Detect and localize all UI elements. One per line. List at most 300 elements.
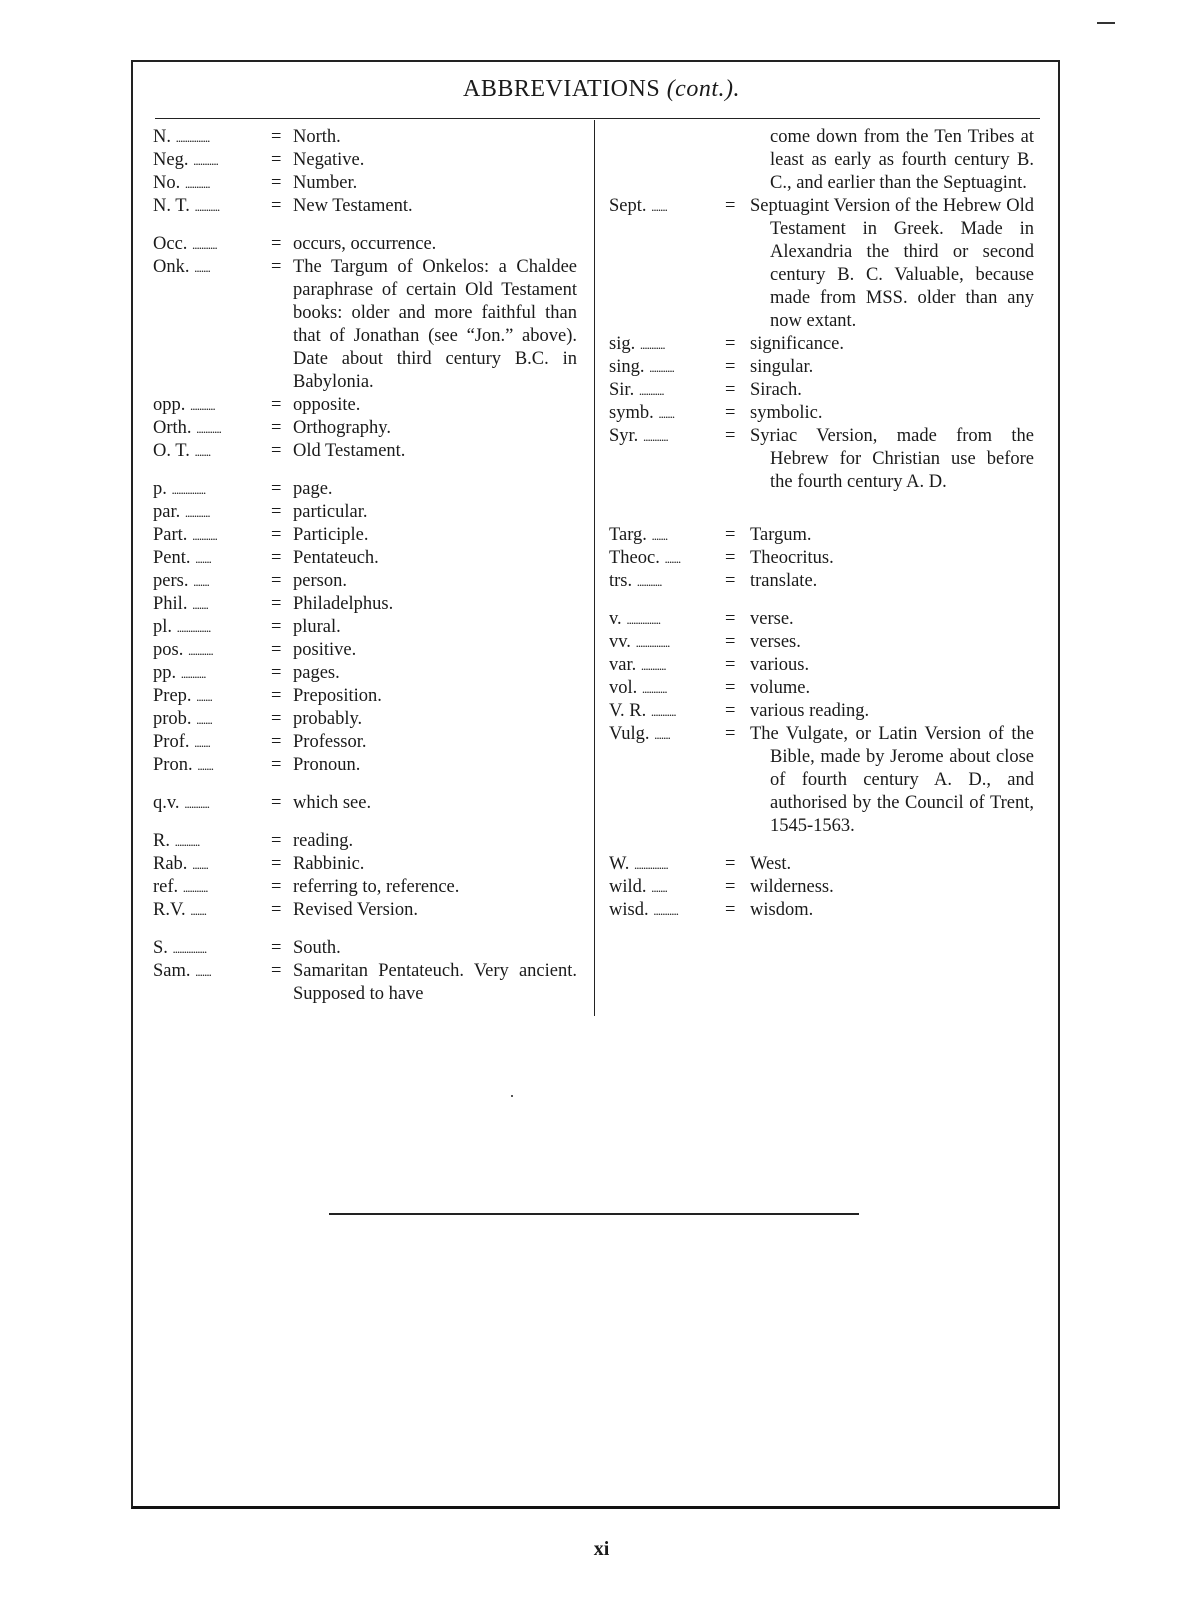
meaning: Sirach.: [750, 380, 802, 400]
equals-sign: =: [725, 571, 736, 591]
abbreviation-term: pp.: [153, 663, 177, 683]
abbreviation-term: sig.: [609, 334, 636, 354]
abbreviation-term: O. T.: [153, 441, 190, 461]
abbreviation-term: prob.: [153, 709, 192, 729]
leader-dots: .......: [194, 444, 211, 459]
abbreviation: [153, 195, 219, 218]
leader-dots: ...........: [639, 337, 665, 352]
abbreviation-term: Prep.: [153, 686, 192, 706]
leader-dots: ...........: [192, 237, 217, 252]
leader-dots: ...............: [635, 635, 670, 650]
entry-gap: [609, 509, 1034, 524]
abbreviation-entry: [609, 853, 1034, 876]
abbreviation: [609, 425, 668, 448]
meaning: probably.: [293, 709, 363, 729]
abbreviation: [153, 547, 211, 570]
leader-dots: ...............: [175, 130, 210, 145]
abbreviation-entry: [609, 524, 1034, 547]
abbreviation-term: v.: [609, 609, 622, 629]
meaning: Pronoun.: [293, 755, 361, 775]
meaning: Syriac Version, made from the Hebrew for Christian use before the fourth century A. D.: [750, 426, 1034, 492]
meaning: pages.: [293, 663, 340, 683]
meaning: symbolic.: [750, 403, 823, 423]
abbreviation-term: No.: [153, 173, 181, 193]
abbreviation-entry: [153, 524, 577, 547]
abbreviation-entry: [153, 685, 577, 708]
meaning: various.: [750, 655, 810, 675]
leader-dots: .......: [654, 727, 670, 742]
meaning: Septuagint Version of the Hebrew Old Testament in Greek. Made in Alexandria the third or second century B. C. Valuable, because made from MSS. older than any now extant.: [750, 196, 1034, 331]
meaning: various reading.: [750, 701, 870, 721]
equals-sign: =: [271, 594, 282, 614]
abbreviation: [153, 524, 217, 547]
leader-dots: ...........: [187, 643, 213, 658]
equals-sign: =: [725, 525, 736, 545]
equals-sign: =: [725, 403, 736, 423]
abbreviation-term: R.: [153, 831, 170, 851]
abbreviation-term: wild.: [609, 877, 647, 897]
abbreviation-entry: [609, 899, 1034, 922]
abbreviation-term: Vulg.: [609, 724, 650, 744]
abbreviation-term: Rab.: [153, 854, 188, 874]
abbreviation: [609, 333, 665, 356]
leader-dots: ...........: [174, 834, 200, 849]
abbreviation-entry: [153, 792, 577, 815]
abbreviation: [153, 960, 211, 983]
leader-dots: .......: [192, 857, 208, 872]
abbreviation-entry: [609, 570, 1034, 593]
equals-sign: =: [271, 793, 282, 813]
abbreviation-entry: [609, 654, 1034, 677]
abbreviation: [609, 631, 669, 654]
meaning: Old Testament.: [293, 441, 406, 461]
equals-sign: =: [271, 418, 282, 438]
equals-sign: =: [725, 380, 736, 400]
equals-sign: =: [725, 334, 736, 354]
stray-dot: [511, 1095, 513, 1097]
abbreviation-entry: [153, 394, 577, 417]
meaning: Number.: [293, 173, 358, 193]
column-divider: [594, 120, 595, 1016]
abbreviation-term: Prof.: [153, 732, 190, 752]
meaning: Revised Version.: [293, 900, 419, 920]
abbreviation: [153, 233, 217, 256]
abbreviation-term: pl.: [153, 617, 173, 637]
abbreviation-term: vol.: [609, 678, 638, 698]
leader-dots: .......: [651, 528, 668, 543]
abbreviation-entry: [153, 256, 577, 394]
meaning: plural.: [293, 617, 341, 637]
abbreviation: [153, 417, 221, 440]
abbreviation: [153, 570, 209, 593]
abbreviation-term: Onk.: [153, 257, 190, 277]
equals-sign: =: [271, 686, 282, 706]
equals-sign: =: [271, 755, 282, 775]
leader-dots: ...........: [184, 505, 210, 520]
meaning: New Testament.: [293, 196, 413, 216]
equals-sign: =: [271, 127, 282, 147]
meaning: Rabbinic.: [293, 854, 365, 874]
abbreviation: [153, 256, 210, 279]
equals-sign: =: [271, 854, 282, 874]
equals-sign: =: [271, 150, 282, 170]
meaning: Targum.: [750, 525, 812, 545]
meaning: verse.: [750, 609, 794, 629]
equals-sign: =: [271, 831, 282, 851]
entry-gap: [609, 494, 1034, 509]
abbreviation-entry: [153, 853, 577, 876]
entry-gap: [153, 218, 577, 233]
abbreviation-term: Neg.: [153, 150, 189, 170]
abbreviation-term: N.: [153, 127, 171, 147]
equals-sign: =: [725, 548, 736, 568]
abbreviation-entry: [609, 700, 1034, 723]
page-number: xi: [593, 1538, 610, 1560]
equals-sign: =: [725, 655, 736, 675]
leader-dots: .......: [190, 903, 206, 918]
equals-sign: =: [271, 525, 282, 545]
abbreviation-entry: [609, 631, 1034, 654]
abbreviation: [153, 708, 212, 731]
abbreviation: [153, 899, 206, 922]
abbreviation-entry: [153, 937, 577, 960]
abbreviation: [609, 899, 678, 922]
abbreviation: [153, 792, 209, 815]
abbreviation-term: pers.: [153, 571, 189, 591]
abbreviation-term: Pron.: [153, 755, 193, 775]
abbreviation-entry: [609, 723, 1034, 838]
abbreviation-entry: [153, 126, 577, 149]
leader-dots: ...........: [194, 199, 220, 214]
meaning: wilderness.: [750, 877, 834, 897]
abbreviation: [609, 402, 674, 425]
abbreviation: [609, 356, 674, 379]
abbreviation-entry: [153, 417, 577, 440]
continued-entry-text: come down from the Ten Tribes at least as early as fourth century B. C., and earlier than the Septuagint.: [770, 127, 1034, 193]
equals-sign: =: [271, 571, 282, 591]
leader-dots: .......: [194, 260, 210, 275]
abbreviation: [609, 654, 666, 677]
meaning: verses.: [750, 632, 801, 652]
entry-gap: [609, 838, 1034, 853]
entry-gap: [153, 922, 577, 937]
meaning: translate.: [750, 571, 818, 591]
leader-dots: .......: [195, 964, 211, 979]
meaning: positive.: [293, 640, 357, 660]
abbreviation: [609, 524, 667, 547]
abbreviation: [153, 593, 208, 616]
abbreviation-entry: [153, 960, 577, 1006]
abbreviation-term: Targ.: [609, 525, 647, 545]
equals-sign: =: [725, 701, 736, 721]
corner-mark: [1097, 22, 1115, 24]
abbreviation: [609, 677, 667, 700]
meaning: South.: [293, 938, 341, 958]
leader-dots: .......: [196, 712, 212, 727]
meaning: Negative.: [293, 150, 365, 170]
meaning: Participle.: [293, 525, 369, 545]
abbreviation: [609, 700, 676, 723]
abbreviation-entry: [609, 608, 1034, 631]
equals-sign: =: [271, 732, 282, 752]
leader-dots: ...........: [192, 528, 217, 543]
equals-sign: =: [271, 441, 282, 461]
abbreviation-term: par.: [153, 502, 181, 522]
leader-dots: .......: [194, 735, 210, 750]
leader-dots: .......: [658, 406, 675, 421]
leader-dots: ...........: [638, 383, 664, 398]
equals-sign: =: [271, 395, 282, 415]
title-suffix: (cont.).: [666, 76, 740, 102]
abbreviation-term: Pent.: [153, 548, 191, 568]
title-rule: [155, 118, 1040, 119]
page-title: [0, 76, 1203, 103]
abbreviation-term: R.V.: [153, 900, 186, 920]
equals-sign: =: [725, 632, 736, 652]
abbreviation: [153, 440, 210, 463]
abbreviation: [153, 731, 210, 754]
abbreviation: [153, 830, 199, 853]
abbreviation: [609, 570, 662, 593]
abbreviation: [153, 501, 210, 524]
abbreviation: [153, 126, 209, 149]
abbreviation-entry: [609, 356, 1034, 379]
equals-sign: =: [725, 196, 736, 216]
abbreviation-term: Sept.: [609, 196, 647, 216]
abbreviation-term: S.: [153, 938, 168, 958]
entry-gap: [609, 593, 1034, 608]
abbreviation-entry: [153, 731, 577, 754]
abbreviation-entry: [153, 478, 577, 501]
leader-dots: .......: [193, 574, 209, 589]
abbreviation-term: wisd.: [609, 900, 649, 920]
left-column: [153, 126, 577, 1006]
equals-sign: =: [725, 678, 736, 698]
abbreviation-entry: [153, 149, 577, 172]
abbreviation-term: pos.: [153, 640, 184, 660]
abbreviation-term: Occ.: [153, 234, 188, 254]
leader-dots: ...........: [636, 574, 662, 589]
equals-sign: =: [271, 663, 282, 683]
abbreviation-term: N. T.: [153, 196, 190, 216]
abbreviation-term: opp.: [153, 395, 186, 415]
leader-dots: .......: [197, 758, 213, 773]
abbreviation-term: Syr.: [609, 426, 639, 446]
equals-sign: =: [271, 617, 282, 637]
abbreviation-term: ref.: [153, 877, 179, 897]
leader-dots: .......: [196, 689, 212, 704]
leader-dots: ...............: [634, 857, 668, 872]
meaning: volume.: [750, 678, 811, 698]
meaning: The Targum of Onkelos: a Chaldee paraphrase of certain Old Testament books: older and more faithful than that of Jonathan (see “Jon.” above). Date about third century B.C. in Babylonia.: [293, 257, 577, 392]
abbreviation: [609, 547, 680, 570]
abbreviation-entry: [609, 547, 1034, 570]
abbreviation-entry: [153, 662, 577, 685]
abbreviation-entry: [153, 195, 577, 218]
meaning: North.: [293, 127, 341, 147]
abbreviation-entry: [609, 425, 1034, 494]
abbreviation-entry: [153, 639, 577, 662]
abbreviation-entry: [153, 593, 577, 616]
meaning: occurs, occurrence.: [293, 234, 437, 254]
equals-sign: =: [271, 938, 282, 958]
leader-dots: ...........: [640, 658, 666, 673]
abbreviation-term: trs.: [609, 571, 633, 591]
leader-dots: .......: [195, 551, 211, 566]
abbreviation: [609, 608, 660, 631]
abbreviation: [153, 149, 218, 172]
leader-dots: .......: [192, 597, 208, 612]
meaning: person.: [293, 571, 347, 591]
meaning: Philadelphus.: [293, 594, 394, 614]
title-text: ABBREVIATIONS: [463, 76, 661, 102]
meaning: Samaritan Pentateuch. Very ancient. Supposed to have: [293, 961, 577, 1004]
leader-dots: .......: [664, 551, 681, 566]
equals-sign: =: [725, 877, 736, 897]
leader-dots: ...........: [182, 880, 208, 895]
abbreviation: [609, 876, 667, 899]
equals-sign: =: [271, 173, 282, 193]
abbreviation-entry: [153, 830, 577, 853]
meaning: Professor.: [293, 732, 367, 752]
abbreviation-term: q.v.: [153, 793, 180, 813]
leader-dots: ...........: [180, 666, 206, 681]
equals-sign: =: [271, 257, 282, 277]
abbreviation: [609, 853, 668, 876]
abbreviation-term: Part.: [153, 525, 188, 545]
abbreviation-term: W.: [609, 854, 630, 874]
leader-dots: ...........: [649, 360, 674, 375]
meaning: The Vulgate, or Latin Version of the Bible, made by Jerome about close of fourth century A. D., and authorised by the Council of Trent, 1545-1563.: [750, 724, 1034, 836]
meaning: Preposition.: [293, 686, 382, 706]
abbreviation: [153, 662, 206, 685]
leader-dots: ...........: [184, 796, 209, 811]
meaning: significance.: [750, 334, 844, 354]
meaning: West.: [750, 854, 792, 874]
leader-dots: ...........: [653, 903, 678, 918]
abbreviation-term: symb.: [609, 403, 654, 423]
equals-sign: =: [271, 877, 282, 897]
leader-dots: ...........: [196, 421, 221, 436]
equals-sign: =: [725, 609, 736, 629]
abbreviation-entry: [153, 233, 577, 256]
abbreviation: [153, 876, 208, 899]
abbreviation: [609, 195, 667, 218]
equals-sign: =: [725, 426, 736, 446]
abbreviation-entry: [609, 876, 1034, 899]
equals-sign: =: [725, 854, 736, 874]
meaning: opposite.: [293, 395, 361, 415]
equals-sign: =: [725, 724, 736, 744]
abbreviation-entry: [153, 570, 577, 593]
equals-sign: =: [271, 502, 282, 522]
meaning: Theocritus.: [750, 548, 834, 568]
equals-sign: =: [271, 548, 282, 568]
meaning: wisdom.: [750, 900, 814, 920]
abbreviation-term: Sam.: [153, 961, 191, 981]
meaning: Pentateuch.: [293, 548, 379, 568]
equals-sign: =: [271, 479, 282, 499]
right-column: [609, 126, 1034, 922]
abbreviation-term: Phil.: [153, 594, 188, 614]
meaning: reading.: [293, 831, 354, 851]
abbreviation-entry: [153, 876, 577, 899]
abbreviation-entry: [609, 195, 1034, 333]
entry-gap: [153, 815, 577, 830]
abbreviation-entry: [153, 172, 577, 195]
abbreviation-term: Orth.: [153, 418, 192, 438]
abbreviation-term: Theoc.: [609, 548, 660, 568]
meaning: page.: [293, 479, 333, 499]
bottom-rule: [329, 1213, 859, 1215]
abbreviation: [153, 685, 212, 708]
leader-dots: ...........: [641, 681, 667, 696]
entry-gap: [153, 463, 577, 478]
abbreviation-entry: [153, 616, 577, 639]
equals-sign: =: [271, 900, 282, 920]
equals-sign: =: [725, 357, 736, 377]
abbreviation: [153, 937, 206, 960]
abbreviation-entry: [153, 501, 577, 524]
equals-sign: =: [271, 640, 282, 660]
abbreviation-term: Sir.: [609, 380, 635, 400]
abbreviation-entry: [153, 899, 577, 922]
abbreviation: [609, 379, 664, 402]
abbreviation: [609, 723, 670, 746]
abbreviation: [153, 478, 205, 501]
equals-sign: =: [271, 709, 282, 729]
meaning: singular.: [750, 357, 814, 377]
leader-dots: ...........: [193, 153, 218, 168]
abbreviation-entry: [609, 677, 1034, 700]
abbreviation: [153, 394, 215, 417]
leader-dots: ...............: [172, 941, 207, 956]
equals-sign: =: [271, 234, 282, 254]
equals-sign: =: [725, 900, 736, 920]
abbreviation: [153, 754, 213, 777]
leader-dots: .......: [651, 880, 667, 895]
abbreviation-entry: [153, 547, 577, 570]
abbreviation-entry: [609, 379, 1034, 402]
leader-dots: ...........: [642, 429, 668, 444]
abbreviation: [153, 172, 210, 195]
meaning: which see.: [293, 793, 372, 813]
abbreviation-term: vv.: [609, 632, 631, 652]
meaning: referring to, reference.: [293, 877, 460, 897]
leader-dots: ...............: [626, 612, 661, 627]
leader-dots: .......: [651, 199, 667, 214]
abbreviation: [153, 616, 210, 639]
leader-dots: ...............: [176, 620, 211, 635]
abbreviation-entry: [153, 440, 577, 463]
leader-dots: ...........: [190, 398, 215, 413]
leader-dots: ...........: [650, 704, 676, 719]
abbreviation-term: sing.: [609, 357, 645, 377]
entry-gap: [153, 777, 577, 792]
leader-dots: ...........: [184, 176, 210, 191]
equals-sign: =: [271, 961, 282, 981]
leader-dots: ...............: [171, 482, 206, 497]
abbreviation: [153, 639, 213, 662]
abbreviation-entry: [609, 402, 1034, 425]
abbreviation-term: var.: [609, 655, 637, 675]
meaning: Orthography.: [293, 418, 391, 438]
equals-sign: =: [271, 196, 282, 216]
abbreviation-entry: [609, 333, 1034, 356]
abbreviation-entry: [153, 708, 577, 731]
meaning: particular.: [293, 502, 368, 522]
abbreviation-entry: [153, 754, 577, 777]
